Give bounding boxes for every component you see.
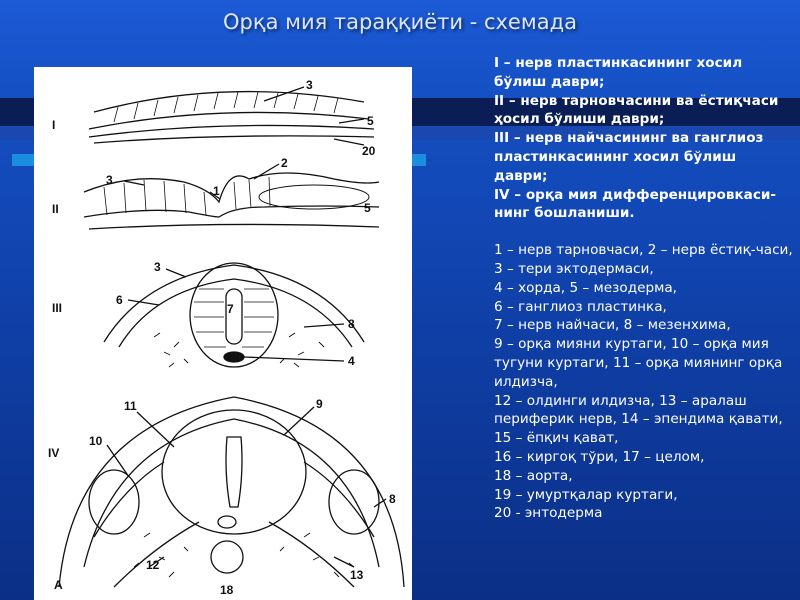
stage-IV-description: IV – орқа мия дифференцировкаси-нинг бошланиши. — [494, 186, 777, 222]
label-s3-4: 4 — [348, 354, 355, 368]
neural-development-diagram — [34, 67, 412, 600]
leader-s4-9 — [284, 407, 314, 435]
stage3-tube-cells — [194, 289, 274, 347]
label-s1-20: 20 — [362, 144, 376, 158]
stage4-central-canal — [226, 437, 242, 507]
stage4-outer-arc — [59, 397, 404, 587]
stage4-inner-arc — [84, 419, 379, 567]
stage2-surface-line — [84, 173, 379, 202]
stage4-aorta — [211, 541, 243, 573]
legend-item: 9 – орқа мияни куртаги, 10 – орқа мия тугуни куртаги, 11 – орқа миянинг орқа илдизча, — [494, 336, 783, 390]
corner-letter: A — [54, 578, 63, 592]
leader-s3-6 — [128, 300, 159, 305]
legend-panel — [494, 54, 794, 523]
label-s4-9: 9 — [316, 397, 323, 411]
stage2-bottom-line — [89, 224, 379, 229]
label-s2-2: 2 — [281, 156, 288, 170]
leader-s4-13 — [334, 557, 354, 567]
label-s3-8: 8 — [348, 317, 355, 331]
legend-item: 7 – нерв найчаси, 8 – мезенхима, — [494, 317, 731, 334]
stage4-ventral-roots — [114, 522, 354, 587]
label-s4-11: 11 — [124, 399, 137, 413]
embryology-figure — [34, 67, 412, 600]
stage1-ectoderm-top — [94, 92, 364, 112]
leader-s1-20 — [334, 139, 364, 145]
stage4-mesenchyme — [134, 533, 354, 577]
stage4-ganglion-right — [329, 470, 379, 534]
stage3-ectoderm-arc — [104, 265, 364, 342]
legend-item: 6 – ганглиоз пластинка, — [494, 298, 667, 315]
roman-IV: IV — [48, 446, 60, 460]
label-s4-12: 12 — [146, 558, 160, 572]
stage1-cell-lines — [114, 92, 338, 122]
stage-I-description: I – нерв пластинкасининг хосил бўлиш даври; — [494, 55, 743, 90]
label-s2-5: 5 — [364, 201, 371, 215]
stage4-notochord — [218, 516, 236, 528]
stage1-endoderm-line — [94, 136, 374, 143]
leader-s2-3 — [124, 181, 144, 185]
stage-II-description: II – нерв тарновчасини ва ёстиқчаси ҳосил бўлиши даври; — [494, 92, 779, 128]
label-s2-1: 1 — [213, 184, 220, 198]
label-s2-3: 3 — [106, 173, 113, 187]
label-s3-3: 3 — [154, 260, 161, 274]
stage2-lower-line — [84, 206, 379, 217]
legend-item: 16 – киргоқ тўри, 17 – целом, — [494, 448, 705, 465]
slide-title: Орқа мия тараққиёти - схемада — [223, 10, 577, 34]
label-s4-8: 8 — [389, 492, 396, 506]
stage3-notochord — [224, 352, 244, 362]
leader-s2-2 — [254, 164, 279, 179]
legend-item: 1 – нерв тарновчаси, 2 – нерв ёстиқ-часи, 3 – тери эктодермаси, — [494, 242, 793, 277]
legend-item: 18 – аорта, — [494, 467, 573, 484]
leader-s3-3 — [166, 269, 186, 277]
legend-item: 20 - энтодерма — [494, 505, 603, 522]
leader-s3-8 — [304, 324, 344, 327]
stage4-spinal-cord — [162, 410, 306, 534]
legend-item: 4 – хорда, 5 – мезодерма, — [494, 279, 677, 296]
leader-s4-10 — [107, 445, 129, 477]
legend-item: 12 – олдинги илдизча, 13 – аралаш периферик нерв, 14 – эпендима қавати, 15 – ёпқич қават, — [494, 392, 783, 447]
label-s1-3: 3 — [306, 78, 313, 92]
roman-I: I — [52, 118, 56, 132]
stage3-neural-canal — [226, 289, 242, 344]
stage-III-description: III – нерв найчасининг ва ганглиоз пластинкасининг хосил бўлиш даври; — [494, 130, 764, 184]
stage1-mesoderm-line — [89, 125, 374, 137]
label-s1-5: 5 — [367, 114, 374, 128]
stage4-ganglion-left — [89, 470, 139, 534]
roman-II: II — [52, 202, 59, 216]
label-s3-6: 6 — [116, 293, 123, 307]
legend-spacer — [494, 223, 794, 241]
label-s3-7: 7 — [227, 302, 234, 316]
leader-s3-4 — [244, 357, 344, 361]
label-s4-13: 13 — [350, 568, 364, 582]
label-s4-18: 18 — [220, 583, 234, 597]
leader-s1-5 — [339, 119, 364, 123]
roman-III: III — [52, 301, 63, 315]
legend-item: 19 – умуртқалар куртаги, — [494, 486, 678, 503]
label-s4-10: 10 — [89, 434, 103, 448]
